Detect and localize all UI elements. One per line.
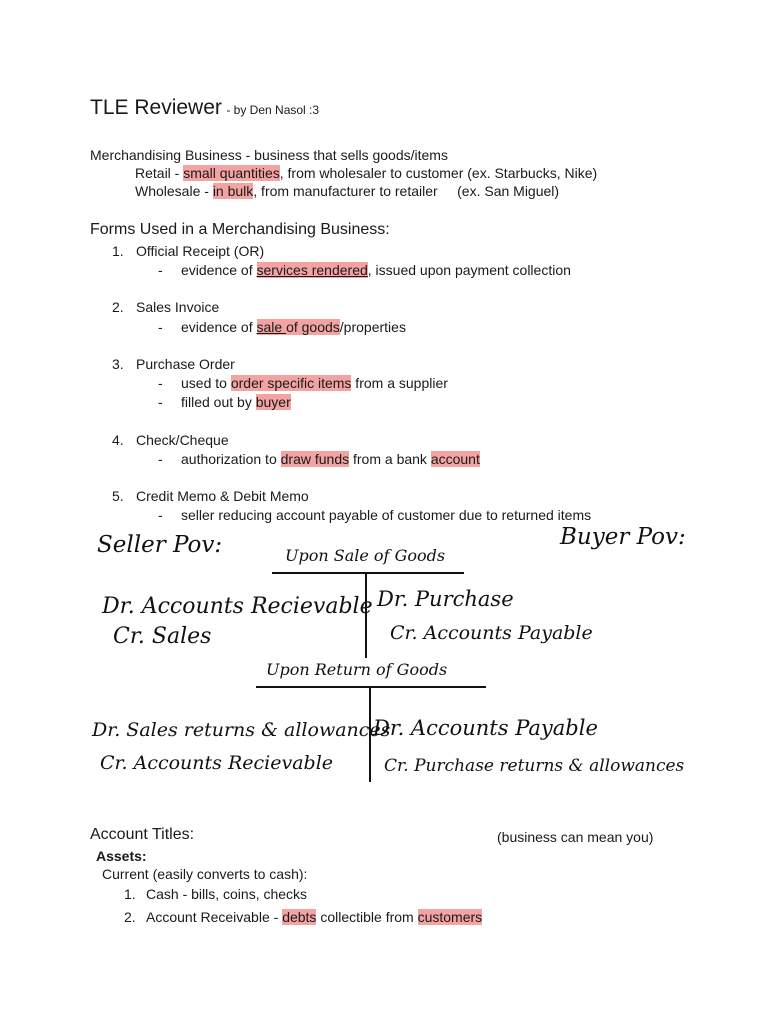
form-item-3 <box>112 355 235 373</box>
wholesale-line <box>135 182 559 200</box>
forms-heading: Forms Used in a Merchandising Business: <box>90 221 390 238</box>
bullet-text: used to <box>181 375 231 391</box>
form-item-1 <box>112 242 265 260</box>
form-number: 5. <box>112 488 124 504</box>
form-number: 3. <box>112 356 124 372</box>
upon-sale-heading: Upon Sale of Goods <box>285 546 446 565</box>
byline-text: - by Den Nasol :3 <box>226 103 320 117</box>
wholesale-prefix: Wholesale - <box>135 183 213 199</box>
bullet-dash: - <box>158 451 163 467</box>
sale-seller-credit: Cr. Sales <box>113 624 212 649</box>
account-titles-heading: Account Titles: <box>90 826 195 843</box>
bullet-text: , issued upon payment collection <box>367 262 571 278</box>
form-label: Official Receipt (OR) <box>136 243 265 259</box>
sale-buyer-debit: Dr. Purchase <box>377 587 514 611</box>
form-item-5 <box>112 487 309 505</box>
wholesale-highlight: in bulk <box>212 183 254 199</box>
asset-text: Cash - bills, coins, checks <box>146 886 308 902</box>
merch-definition: Merchandising Business - business that sells goods/items <box>90 147 448 163</box>
retail-highlight: small quantities <box>183 165 280 181</box>
return-seller-credit: Cr. Accounts Recievable <box>100 752 334 774</box>
asset-text-part: collectible from <box>316 909 418 925</box>
form2-bullet <box>181 318 406 336</box>
asset-number: 1. <box>124 886 136 902</box>
form3-bullet-1 <box>181 374 448 392</box>
asset-item-2 <box>124 908 483 926</box>
buyer-pov-label: Buyer Pov: <box>560 524 686 550</box>
retail-prefix: Retail - <box>135 165 184 181</box>
form-number: 2. <box>112 299 124 315</box>
bullet-text: filled out by <box>181 394 256 410</box>
asset-highlight: debts <box>282 909 317 925</box>
bullet-highlight: account <box>430 451 480 467</box>
bullet-highlight: sale <box>256 319 287 335</box>
form3-bullet-2 <box>181 393 291 411</box>
upon-return-heading: Upon Return of Goods <box>266 660 448 679</box>
bullet-text: from a bank <box>349 451 431 467</box>
retail-suffix: , from wholesaler to customer (ex. Starbucks, Nike) <box>279 165 598 181</box>
form-label: Sales Invoice <box>136 299 220 315</box>
document-title <box>90 96 319 120</box>
bullet-highlight: services rendered <box>256 262 368 278</box>
sale-seller-debit: Dr. Accounts Recievable <box>102 594 373 619</box>
form-label: Purchase Order <box>136 356 235 372</box>
form4-bullet <box>181 450 480 468</box>
asset-item-1 <box>124 885 308 903</box>
bullet-dash: - <box>158 507 163 523</box>
bullet-text: evidence of <box>181 262 257 278</box>
bullet-highlight: order specific items <box>230 375 352 391</box>
bullet-text: from a supplier <box>351 375 448 391</box>
return-seller-debit: Dr. Sales returns & allowances <box>92 719 391 741</box>
form-label: Check/Cheque <box>136 432 229 448</box>
form-number: 1. <box>112 243 124 259</box>
bullet-text: evidence of <box>181 319 257 335</box>
bullet-text: authorization to <box>181 451 281 467</box>
form-item-2 <box>112 298 220 316</box>
sale-buyer-credit: Cr. Accounts Payable <box>390 622 593 644</box>
form-item-4 <box>112 431 229 449</box>
bullet-dash: - <box>158 262 163 278</box>
account-titles-note: (business can mean you) <box>497 829 654 845</box>
form5-bullet: seller reducing account payable of customer due to returned items <box>181 507 592 523</box>
form-number: 4. <box>112 432 124 448</box>
sale-horizontal-line <box>272 572 464 574</box>
form-label: Credit Memo & Debit Memo <box>136 488 309 504</box>
asset-highlight: customers <box>417 909 483 925</box>
title-text: TLE Reviewer <box>90 96 222 119</box>
form1-bullet <box>181 261 571 279</box>
bullet-dash: - <box>158 375 163 391</box>
return-buyer-credit: Cr. Purchase returns & allowances <box>384 756 685 776</box>
return-horizontal-line <box>256 686 486 688</box>
asset-text <box>146 908 482 926</box>
current-assets-label: Current (easily converts to cash): <box>102 866 308 882</box>
bullet-highlight: draw funds <box>280 451 350 467</box>
bullet-highlight: of goods <box>286 319 340 335</box>
asset-number: 2. <box>124 909 136 925</box>
return-buyer-debit: Dr. Accounts Payable <box>373 716 598 740</box>
wholesale-suffix: , from manufacturer to retailer (ex. San Miguel) <box>253 183 560 199</box>
asset-text-part: Account Receivable - <box>146 909 283 925</box>
retail-line <box>135 164 597 182</box>
assets-label: Assets: <box>96 848 147 864</box>
bullet-highlight: buyer <box>255 394 291 410</box>
bullet-dash: - <box>158 319 163 335</box>
bullet-dash: - <box>158 394 163 410</box>
bullet-text: /properties <box>339 319 406 335</box>
seller-pov-label: Seller Pov: <box>97 532 223 558</box>
